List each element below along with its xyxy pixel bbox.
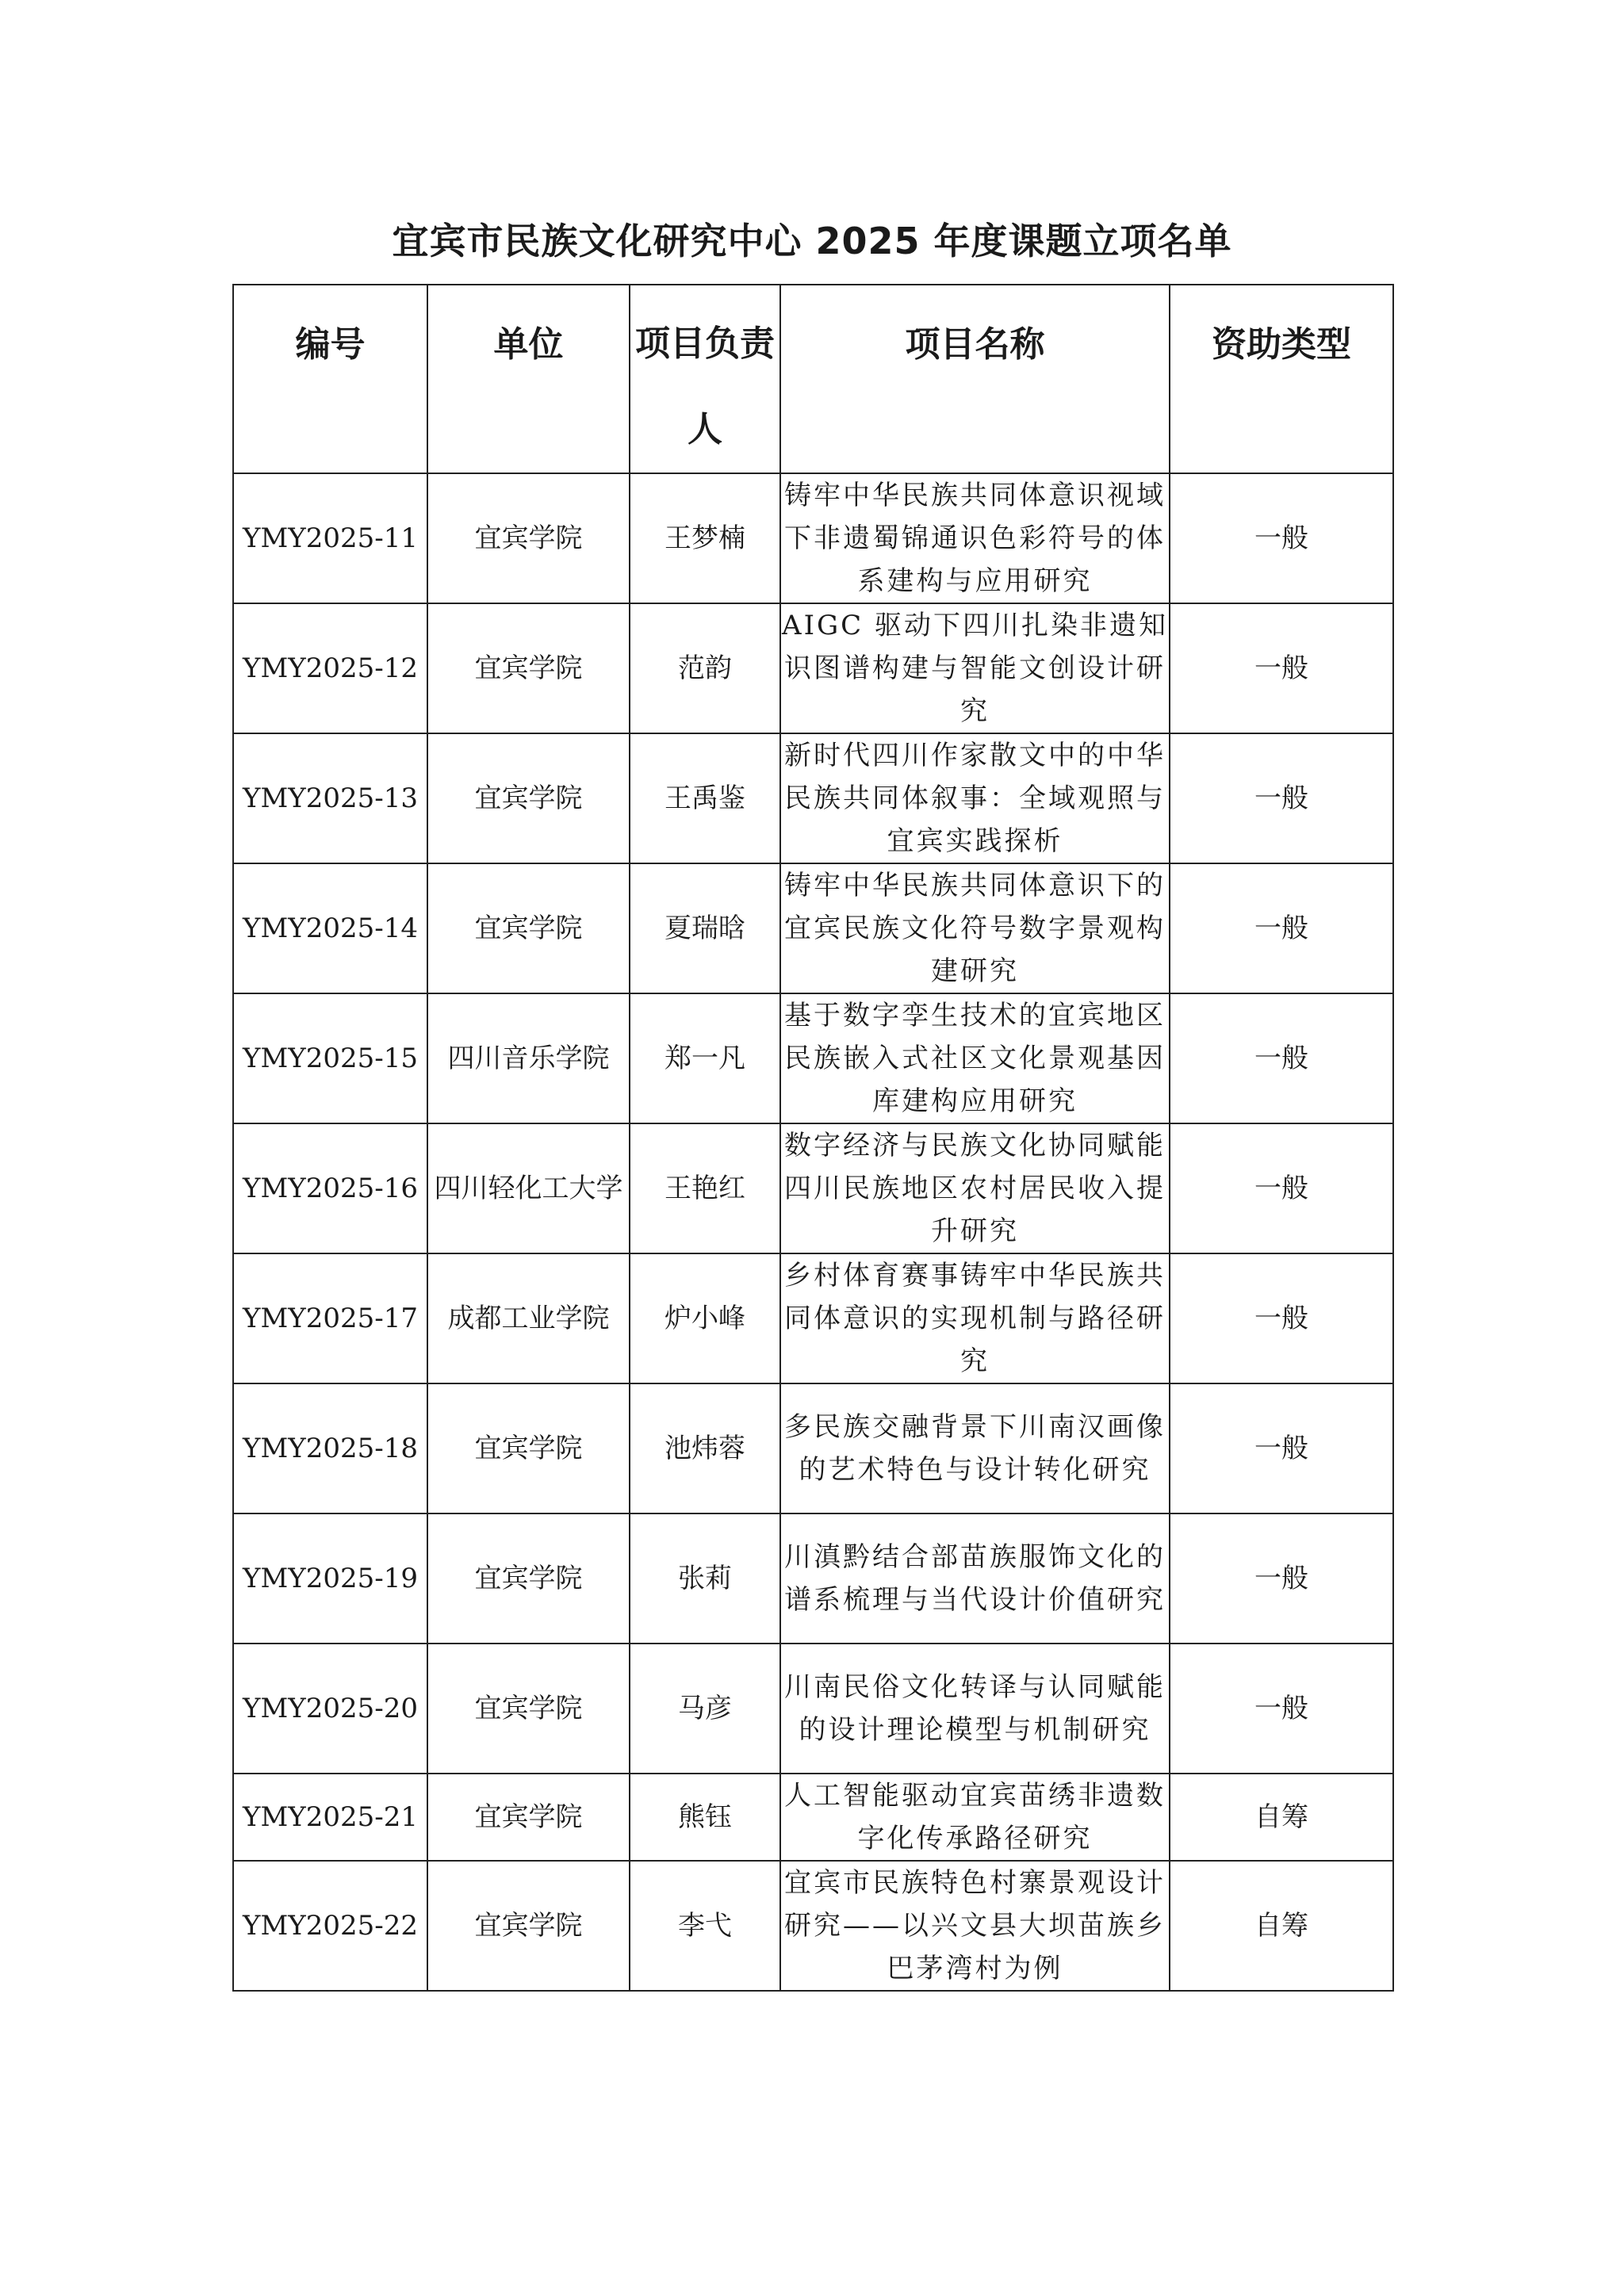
cell-title: 多民族交融背景下川南汉画像的艺术特色与设计转化研究 <box>780 1383 1170 1513</box>
cell-title: 基于数字孪生技术的宜宾地区民族嵌入式社区文化景观基因库建构应用研究 <box>780 993 1170 1123</box>
cell-unit: 宜宾学院 <box>427 1513 630 1644</box>
table-row <box>233 733 1393 863</box>
cell-funding: 一般 <box>1170 1253 1393 1383</box>
cell-code: YMY2025-15 <box>233 993 427 1123</box>
cell-title: 川南民俗文化转译与认同赋能的设计理论模型与机制研究 <box>780 1644 1170 1774</box>
cell-leader: 夏瑞晗 <box>630 863 780 993</box>
cell-code: YMY2025-19 <box>233 1513 427 1644</box>
cell-title: 宜宾市民族特色村寨景观设计研究——以兴文县大坝苗族乡巴茅湾村为例 <box>780 1861 1170 1991</box>
cell-title: 新时代四川作家散文中的中华民族共同体叙事：全域观照与宜宾实践探析 <box>780 733 1170 863</box>
cell-unit: 宜宾学院 <box>427 473 630 603</box>
cell-leader: 熊钰 <box>630 1774 780 1861</box>
cell-code: YMY2025-21 <box>233 1774 427 1861</box>
cell-leader: 马彦 <box>630 1644 780 1774</box>
cell-title: 人工智能驱动宜宾苗绣非遗数字化传承路径研究 <box>780 1774 1170 1861</box>
cell-leader: 范韵 <box>630 603 780 733</box>
project-approval-table <box>232 284 1394 1992</box>
cell-unit: 宜宾学院 <box>427 1774 630 1861</box>
cell-code: YMY2025-11 <box>233 473 427 603</box>
cell-funding: 一般 <box>1170 733 1393 863</box>
header-title: 项目名称 <box>780 285 1170 473</box>
cell-leader: 张莉 <box>630 1513 780 1644</box>
table-row <box>233 1774 1393 1861</box>
table-row <box>233 473 1393 603</box>
cell-title: 铸牢中华民族共同体意识下的宜宾民族文化符号数字景观构建研究 <box>780 863 1170 993</box>
cell-code: YMY2025-13 <box>233 733 427 863</box>
cell-funding: 一般 <box>1170 1383 1393 1513</box>
cell-unit: 宜宾学院 <box>427 1861 630 1991</box>
cell-funding: 一般 <box>1170 1513 1393 1644</box>
table-row <box>233 993 1393 1123</box>
cell-code: YMY2025-22 <box>233 1861 427 1991</box>
header-leader: 项目负责人 <box>630 285 780 473</box>
cell-unit: 宜宾学院 <box>427 1383 630 1513</box>
cell-code: YMY2025-16 <box>233 1123 427 1253</box>
cell-funding: 一般 <box>1170 993 1393 1123</box>
cell-funding: 一般 <box>1170 1123 1393 1253</box>
table-row <box>233 1861 1393 1991</box>
table-row <box>233 863 1393 993</box>
cell-code: YMY2025-18 <box>233 1383 427 1513</box>
cell-leader: 王梦楠 <box>630 473 780 603</box>
cell-leader: 炉小峰 <box>630 1253 780 1383</box>
cell-funding: 自筹 <box>1170 1774 1393 1861</box>
cell-leader: 李弋 <box>630 1861 780 1991</box>
table-header-row <box>233 285 1393 473</box>
cell-funding: 一般 <box>1170 1644 1393 1774</box>
cell-unit: 宜宾学院 <box>427 863 630 993</box>
table-row <box>233 1513 1393 1644</box>
cell-title: 乡村体育赛事铸牢中华民族共同体意识的实现机制与路径研究 <box>780 1253 1170 1383</box>
cell-code: YMY2025-17 <box>233 1253 427 1383</box>
table-row <box>233 1644 1393 1774</box>
cell-code: YMY2025-14 <box>233 863 427 993</box>
cell-title: 数字经济与民族文化协同赋能四川民族地区农村居民收入提升研究 <box>780 1123 1170 1253</box>
cell-funding: 自筹 <box>1170 1861 1393 1991</box>
header-code: 编号 <box>233 285 427 473</box>
cell-funding: 一般 <box>1170 603 1393 733</box>
cell-code: YMY2025-20 <box>233 1644 427 1774</box>
cell-funding: 一般 <box>1170 473 1393 603</box>
cell-unit: 宜宾学院 <box>427 733 630 863</box>
table-row <box>233 1383 1393 1513</box>
header-funding: 资助类型 <box>1170 285 1393 473</box>
cell-funding: 一般 <box>1170 863 1393 993</box>
cell-leader: 王艳红 <box>630 1123 780 1253</box>
cell-code: YMY2025-12 <box>233 603 427 733</box>
cell-title: AIGC 驱动下四川扎染非遗知识图谱构建与智能文创设计研究 <box>780 603 1170 733</box>
cell-leader: 郑一凡 <box>630 993 780 1123</box>
cell-leader: 池炜蓉 <box>630 1383 780 1513</box>
cell-unit: 四川音乐学院 <box>427 993 630 1123</box>
cell-unit: 宜宾学院 <box>427 1644 630 1774</box>
cell-title: 川滇黔结合部苗族服饰文化的谱系梳理与当代设计价值研究 <box>780 1513 1170 1644</box>
cell-leader: 王禹鉴 <box>630 733 780 863</box>
cell-title: 铸牢中华民族共同体意识视域下非遗蜀锦通识色彩符号的体系建构与应用研究 <box>780 473 1170 603</box>
page-title: 宜宾市民族文化研究中心 2025 年度课题立项名单 <box>392 220 1232 262</box>
table-row <box>233 1253 1393 1383</box>
table-row <box>233 1123 1393 1253</box>
header-unit: 单位 <box>427 285 630 473</box>
cell-unit: 宜宾学院 <box>427 603 630 733</box>
cell-unit: 成都工业学院 <box>427 1253 630 1383</box>
table-row <box>233 603 1393 733</box>
cell-unit: 四川轻化工大学 <box>427 1123 630 1253</box>
